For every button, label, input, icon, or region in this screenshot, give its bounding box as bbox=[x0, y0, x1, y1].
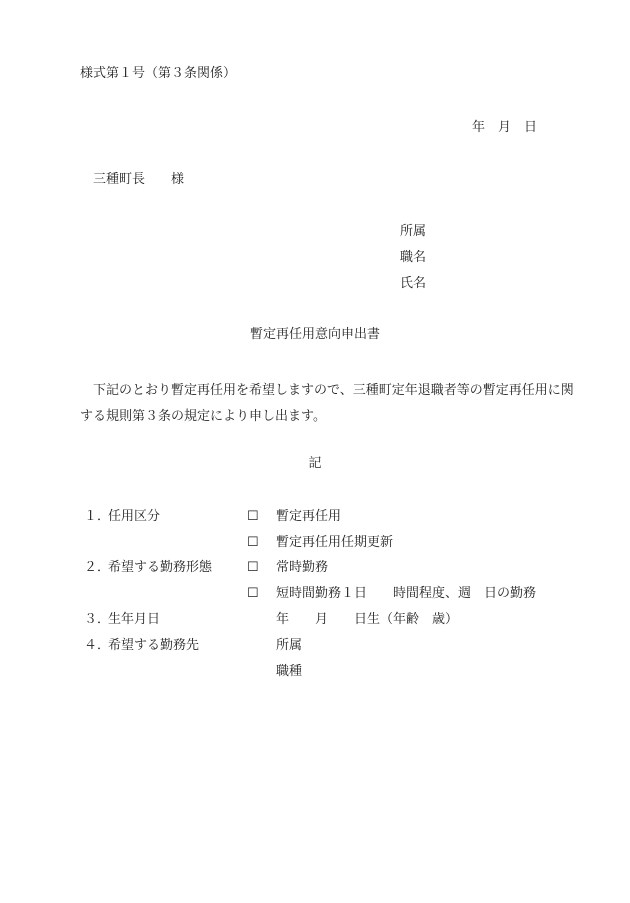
item-2-label: 希望する勤務形態 bbox=[108, 560, 213, 575]
applicant-affiliation-label: 所属 bbox=[400, 224, 427, 239]
item-1-label: 任用区分 bbox=[108, 509, 161, 524]
addressee: 三種町長 様 bbox=[93, 172, 185, 187]
option-provisional-reappointment: 暫定再任用 bbox=[276, 509, 342, 524]
body-paragraph: 下記のとおり暫定再任用を希望しますので、三種町定年退職者等の暫定再任用に関する規則第３条の規定により申し出ます。 bbox=[80, 383, 574, 424]
desired-affiliation-label: 所属 bbox=[276, 638, 303, 653]
form-number: 様式第１号（第３条関係） bbox=[80, 66, 237, 81]
applicant-name-label: 氏名 bbox=[400, 276, 427, 291]
date-line: 年 月 日 bbox=[472, 120, 538, 135]
option-full-time: 常時勤務 bbox=[276, 560, 329, 575]
item-3-label: 生年月日 bbox=[108, 612, 161, 627]
document-title: 暫定再任用意向申出書 bbox=[249, 327, 380, 342]
item-4-number: ４． bbox=[84, 638, 111, 653]
item-3-number: ３． bbox=[84, 612, 111, 627]
checkbox-term-renewal[interactable]: ☐ bbox=[247, 535, 259, 550]
checkbox-full-time[interactable]: ☐ bbox=[247, 560, 259, 575]
desired-job-type-label: 職種 bbox=[276, 664, 303, 679]
applicant-position-label: 職名 bbox=[400, 250, 427, 265]
item-2-number: ２． bbox=[84, 560, 111, 575]
checkbox-part-time[interactable]: ☐ bbox=[247, 586, 259, 601]
birth-date-line: 年 月 日生（年齢 歳） bbox=[276, 612, 459, 627]
item-4-label: 希望する勤務先 bbox=[108, 638, 200, 653]
option-part-time: 短時間勤務１日 時間程度、週 日の勤務 bbox=[276, 586, 537, 601]
checkbox-provisional-reappointment[interactable]: ☐ bbox=[247, 509, 259, 524]
option-term-renewal: 暫定再任用任期更新 bbox=[276, 535, 394, 550]
ki-heading: 記 bbox=[308, 456, 322, 471]
item-1-number: １． bbox=[84, 509, 111, 524]
